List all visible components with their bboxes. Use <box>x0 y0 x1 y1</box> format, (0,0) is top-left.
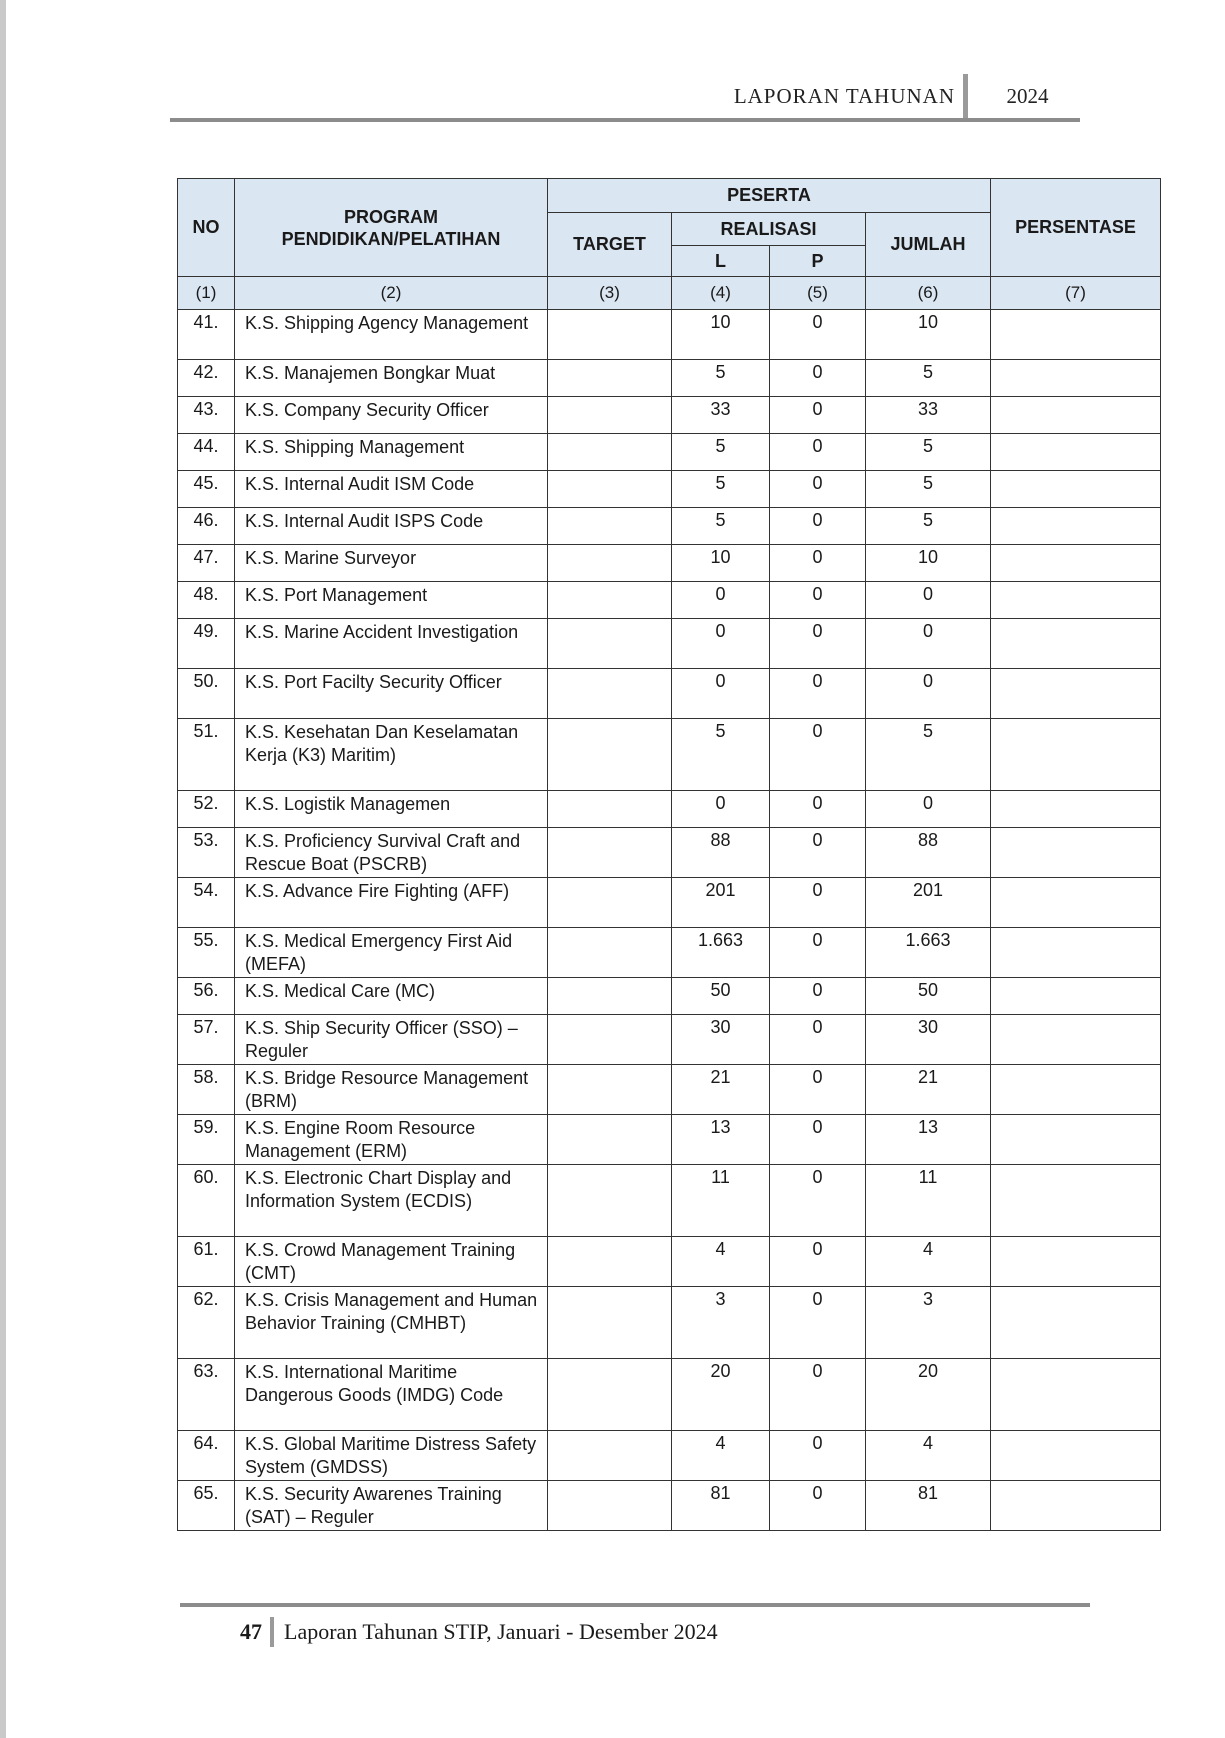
cell-no: 60. <box>178 1165 235 1237</box>
cell-p: 0 <box>770 310 866 360</box>
cell-p: 0 <box>770 719 866 791</box>
cell-target <box>548 1237 672 1287</box>
cell-l: 11 <box>672 1165 770 1237</box>
column-number: (7) <box>991 277 1161 310</box>
cell-no: 56. <box>178 978 235 1015</box>
cell-jumlah: 0 <box>866 669 991 719</box>
cell-target <box>548 1015 672 1065</box>
cell-l: 5 <box>672 508 770 545</box>
cell-target <box>548 928 672 978</box>
cell-jumlah: 5 <box>866 434 991 471</box>
cell-l: 30 <box>672 1015 770 1065</box>
table-row <box>178 928 1161 978</box>
cell-program: K.S. Bridge Resource Management (BRM) <box>235 1065 548 1115</box>
cell-no: 42. <box>178 360 235 397</box>
cell-persentase <box>991 545 1161 582</box>
cell-persentase <box>991 471 1161 508</box>
header-program: PROGRAM PENDIDIKAN/PELATIHAN <box>235 179 548 277</box>
cell-target <box>548 1165 672 1237</box>
cell-persentase <box>991 1287 1161 1359</box>
cell-target <box>548 545 672 582</box>
footer-text: Laporan Tahunan STIP, Januari - Desember 2024 <box>284 1619 718 1644</box>
cell-no: 62. <box>178 1287 235 1359</box>
header-l: L <box>672 246 770 277</box>
table-row <box>178 1431 1161 1481</box>
cell-program: K.S. Internal Audit ISPS Code <box>235 508 548 545</box>
cell-p: 0 <box>770 397 866 434</box>
column-number: (5) <box>770 277 866 310</box>
cell-persentase <box>991 719 1161 791</box>
cell-persentase <box>991 1359 1161 1431</box>
table-row <box>178 1237 1161 1287</box>
cell-jumlah: 201 <box>866 878 991 928</box>
cell-l: 20 <box>672 1359 770 1431</box>
cell-jumlah: 20 <box>866 1359 991 1431</box>
cell-no: 57. <box>178 1015 235 1065</box>
cell-persentase <box>991 978 1161 1015</box>
cell-p: 0 <box>770 545 866 582</box>
cell-program: K.S. Proficiency Survival Craft and Rescue Boat (PSCRB) <box>235 828 548 878</box>
cell-jumlah: 10 <box>866 545 991 582</box>
header-no: NO <box>178 179 235 277</box>
cell-p: 0 <box>770 471 866 508</box>
cell-p: 0 <box>770 1481 866 1531</box>
cell-target <box>548 791 672 828</box>
cell-program: K.S. Shipping Agency Management <box>235 310 548 360</box>
cell-program: K.S. Crowd Management Training (CMT) <box>235 1237 548 1287</box>
cell-l: 0 <box>672 791 770 828</box>
cell-program: K.S. Company Security Officer <box>235 397 548 434</box>
cell-target <box>548 828 672 878</box>
cell-target <box>548 619 672 669</box>
cell-no: 43. <box>178 397 235 434</box>
cell-program: K.S. Logistik Managemen <box>235 791 548 828</box>
cell-target <box>548 360 672 397</box>
header-jumlah: JUMLAH <box>866 213 991 277</box>
cell-jumlah: 3 <box>866 1287 991 1359</box>
cell-persentase <box>991 434 1161 471</box>
cell-no: 61. <box>178 1237 235 1287</box>
cell-target <box>548 582 672 619</box>
page-header <box>170 80 1080 120</box>
cell-p: 0 <box>770 928 866 978</box>
cell-target <box>548 434 672 471</box>
table-row <box>178 978 1161 1015</box>
cell-jumlah: 13 <box>866 1115 991 1165</box>
table-row <box>178 1165 1161 1237</box>
header-realisasi: REALISASI <box>672 213 866 246</box>
table-row <box>178 719 1161 791</box>
cell-l: 4 <box>672 1237 770 1287</box>
cell-persentase <box>991 397 1161 434</box>
footer-divider <box>270 1617 274 1647</box>
cell-no: 46. <box>178 508 235 545</box>
table-body <box>178 310 1161 1531</box>
cell-no: 47. <box>178 545 235 582</box>
cell-p: 0 <box>770 360 866 397</box>
cell-no: 63. <box>178 1359 235 1431</box>
cell-l: 201 <box>672 878 770 928</box>
header-persentase: PERSENTASE <box>991 179 1161 277</box>
cell-no: 41. <box>178 310 235 360</box>
cell-persentase <box>991 1431 1161 1481</box>
cell-p: 0 <box>770 669 866 719</box>
table-row <box>178 1065 1161 1115</box>
header-rule <box>170 118 1080 122</box>
cell-p: 0 <box>770 1065 866 1115</box>
cell-program: K.S. Internal Audit ISM Code <box>235 471 548 508</box>
cell-target <box>548 471 672 508</box>
cell-jumlah: 0 <box>866 619 991 669</box>
cell-jumlah: 10 <box>866 310 991 360</box>
cell-program: K.S. Marine Accident Investigation <box>235 619 548 669</box>
cell-p: 0 <box>770 1115 866 1165</box>
cell-l: 13 <box>672 1115 770 1165</box>
cell-p: 0 <box>770 1359 866 1431</box>
table-row <box>178 508 1161 545</box>
page-footer <box>180 1603 1090 1663</box>
cell-l: 5 <box>672 719 770 791</box>
cell-program: K.S. Kesehatan Dan Keselamatan Kerja (K3) Maritim) <box>235 719 548 791</box>
cell-jumlah: 81 <box>866 1481 991 1531</box>
column-number: (6) <box>866 277 991 310</box>
cell-l: 33 <box>672 397 770 434</box>
cell-no: 50. <box>178 669 235 719</box>
header-target: TARGET <box>548 213 672 277</box>
cell-no: 58. <box>178 1065 235 1115</box>
cell-l: 21 <box>672 1065 770 1115</box>
cell-target <box>548 1115 672 1165</box>
header-year: 2024 <box>1006 84 1049 108</box>
cell-l: 3 <box>672 1287 770 1359</box>
cell-l: 50 <box>672 978 770 1015</box>
cell-persentase <box>991 828 1161 878</box>
cell-program: K.S. Ship Security Officer (SSO) – Reguler <box>235 1015 548 1065</box>
cell-jumlah: 5 <box>866 508 991 545</box>
cell-program: K.S. Port Facilty Security Officer <box>235 669 548 719</box>
cell-p: 0 <box>770 878 866 928</box>
cell-jumlah: 5 <box>866 360 991 397</box>
table-row <box>178 582 1161 619</box>
cell-p: 0 <box>770 1237 866 1287</box>
cell-persentase <box>991 878 1161 928</box>
cell-l: 10 <box>672 545 770 582</box>
cell-p: 0 <box>770 828 866 878</box>
cell-target <box>548 1065 672 1115</box>
cell-jumlah: 5 <box>866 471 991 508</box>
footer-rule <box>180 1603 1090 1607</box>
cell-p: 0 <box>770 619 866 669</box>
cell-no: 59. <box>178 1115 235 1165</box>
cell-no: 53. <box>178 828 235 878</box>
cell-target <box>548 310 672 360</box>
table-row <box>178 545 1161 582</box>
cell-no: 64. <box>178 1431 235 1481</box>
cell-l: 88 <box>672 828 770 878</box>
cell-no: 51. <box>178 719 235 791</box>
training-participants-table <box>177 178 1161 1531</box>
cell-target <box>548 1287 672 1359</box>
table-row <box>178 619 1161 669</box>
cell-persentase <box>991 360 1161 397</box>
cell-program: K.S. Port Management <box>235 582 548 619</box>
table-row <box>178 397 1161 434</box>
cell-p: 0 <box>770 582 866 619</box>
column-number: (2) <box>235 277 548 310</box>
cell-jumlah: 1.663 <box>866 928 991 978</box>
cell-jumlah: 50 <box>866 978 991 1015</box>
cell-no: 55. <box>178 928 235 978</box>
cell-p: 0 <box>770 508 866 545</box>
header-divider <box>963 74 968 118</box>
table-row <box>178 878 1161 928</box>
cell-program: K.S. Electronic Chart Display and Information System (ECDIS) <box>235 1165 548 1237</box>
cell-program: K.S. Crisis Management and Human Behavior Training (CMHBT) <box>235 1287 548 1359</box>
cell-program: K.S. Advance Fire Fighting (AFF) <box>235 878 548 928</box>
cell-program: K.S. Global Maritime Distress Safety System (GMDSS) <box>235 1431 548 1481</box>
cell-program: K.S. Shipping Management <box>235 434 548 471</box>
cell-no: 49. <box>178 619 235 669</box>
cell-program: K.S. Marine Surveyor <box>235 545 548 582</box>
cell-program: K.S. Engine Room Resource Management (ERM) <box>235 1115 548 1165</box>
cell-l: 5 <box>672 471 770 508</box>
cell-jumlah: 4 <box>866 1431 991 1481</box>
cell-no: 48. <box>178 582 235 619</box>
table-row <box>178 1359 1161 1431</box>
cell-no: 65. <box>178 1481 235 1531</box>
cell-l: 5 <box>672 434 770 471</box>
cell-p: 0 <box>770 1165 866 1237</box>
cell-persentase <box>991 619 1161 669</box>
table-row <box>178 828 1161 878</box>
cell-no: 54. <box>178 878 235 928</box>
cell-l: 0 <box>672 669 770 719</box>
table-row <box>178 360 1161 397</box>
cell-jumlah: 33 <box>866 397 991 434</box>
cell-l: 5 <box>672 360 770 397</box>
cell-program: K.S. Manajemen Bongkar Muat <box>235 360 548 397</box>
cell-persentase <box>991 508 1161 545</box>
cell-persentase <box>991 1065 1161 1115</box>
cell-l: 10 <box>672 310 770 360</box>
cell-jumlah: 11 <box>866 1165 991 1237</box>
cell-target <box>548 878 672 928</box>
footer-page-number: 47 <box>240 1619 262 1644</box>
cell-persentase <box>991 1237 1161 1287</box>
cell-jumlah: 0 <box>866 791 991 828</box>
cell-persentase <box>991 928 1161 978</box>
cell-jumlah: 88 <box>866 828 991 878</box>
header-title: LAPORAN TAHUNAN <box>733 84 955 108</box>
column-number: (3) <box>548 277 672 310</box>
table-row <box>178 791 1161 828</box>
cell-target <box>548 719 672 791</box>
cell-program: K.S. Medical Care (MC) <box>235 978 548 1015</box>
cell-p: 0 <box>770 978 866 1015</box>
cell-l: 4 <box>672 1431 770 1481</box>
page-edge-shadow <box>0 0 6 1738</box>
table-row <box>178 1015 1161 1065</box>
table-row <box>178 434 1161 471</box>
header-p: P <box>770 246 866 277</box>
header-peserta: PESERTA <box>548 179 991 213</box>
cell-program: K.S. Medical Emergency First Aid (MEFA) <box>235 928 548 978</box>
column-number: (1) <box>178 277 235 310</box>
cell-program: K.S. International Maritime Dangerous Goods (IMDG) Code <box>235 1359 548 1431</box>
cell-p: 0 <box>770 1015 866 1065</box>
cell-target <box>548 1481 672 1531</box>
cell-no: 44. <box>178 434 235 471</box>
cell-persentase <box>991 1165 1161 1237</box>
cell-l: 0 <box>672 582 770 619</box>
cell-jumlah: 21 <box>866 1065 991 1115</box>
cell-jumlah: 4 <box>866 1237 991 1287</box>
cell-persentase <box>991 1481 1161 1531</box>
cell-persentase <box>991 310 1161 360</box>
cell-target <box>548 1431 672 1481</box>
cell-l: 1.663 <box>672 928 770 978</box>
cell-no: 52. <box>178 791 235 828</box>
table-row <box>178 1287 1161 1359</box>
cell-target <box>548 978 672 1015</box>
cell-p: 0 <box>770 434 866 471</box>
cell-p: 0 <box>770 791 866 828</box>
cell-persentase <box>991 669 1161 719</box>
table-row <box>178 471 1161 508</box>
cell-persentase <box>991 1115 1161 1165</box>
table-row <box>178 669 1161 719</box>
cell-target <box>548 508 672 545</box>
cell-p: 0 <box>770 1287 866 1359</box>
table-row <box>178 1481 1161 1531</box>
cell-persentase <box>991 1015 1161 1065</box>
cell-persentase <box>991 791 1161 828</box>
cell-l: 81 <box>672 1481 770 1531</box>
table-row <box>178 1115 1161 1165</box>
cell-p: 0 <box>770 1431 866 1481</box>
table-row <box>178 310 1161 360</box>
column-number: (4) <box>672 277 770 310</box>
cell-l: 0 <box>672 619 770 669</box>
cell-jumlah: 5 <box>866 719 991 791</box>
cell-jumlah: 30 <box>866 1015 991 1065</box>
cell-no: 45. <box>178 471 235 508</box>
cell-target <box>548 1359 672 1431</box>
cell-target <box>548 669 672 719</box>
cell-program: K.S. Security Awarenes Training (SAT) – Reguler <box>235 1481 548 1531</box>
cell-jumlah: 0 <box>866 582 991 619</box>
cell-persentase <box>991 582 1161 619</box>
cell-target <box>548 397 672 434</box>
